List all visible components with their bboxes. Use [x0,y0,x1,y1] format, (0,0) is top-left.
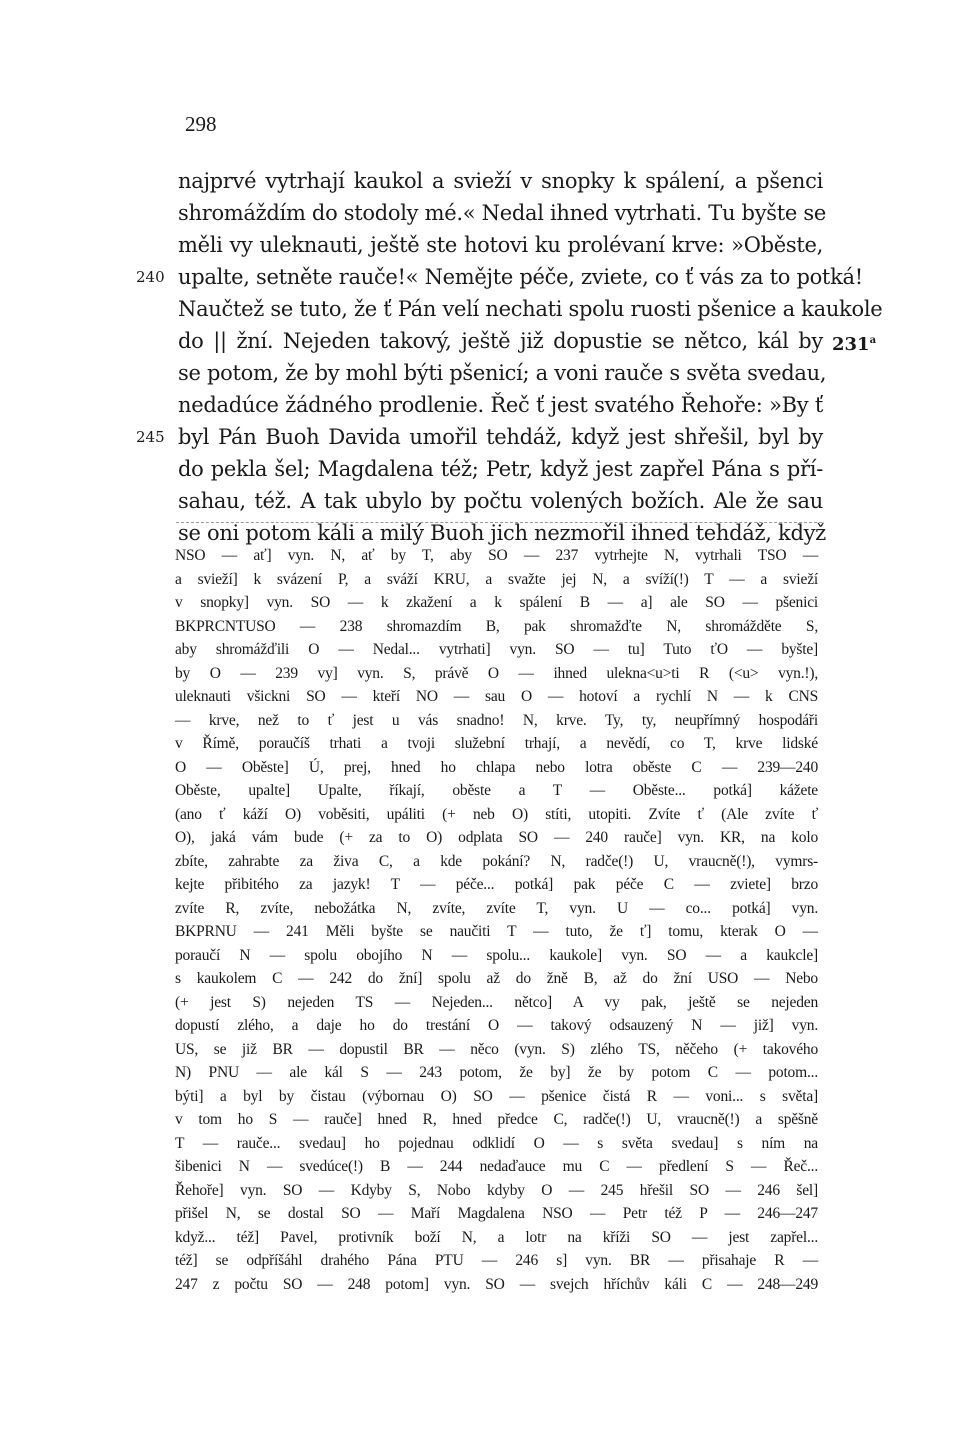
apparatus-line: v snopky] vyn. SO — k zkažení a k spálení B — a] ale SO — pšenici [175,594,818,611]
apparatus-line: zvíte R, zvíte, nebožátka N, zvíte, zvíte T, vyn. U — co... potká] vyn. [175,899,818,917]
main-text-line: se potom, že by mohl býti pšenicí; a voni rauče s světa svedau, [178,361,827,385]
main-text-line: se oni potom káli a milý Buoh jich nezmořil ihned tehdáž, když [178,521,826,545]
apparatus-line: BKPRNU — 241 Měli byšte se naučiti T — tuto, že ť] tomu, kterak O — [175,923,818,940]
margin-folio-number: 231 [832,334,870,355]
margin-folio-note [832,325,876,361]
apparatus-line: též] se odpříšáhl drahého Pána PTU — 246 s] vyn. BR — přisahaje R — [175,1252,818,1269]
line-number: 240 [136,268,165,286]
apparatus-line: aby shromážďili O — Nedal... vytrhati] vyn. SO — tu] Tuto ťO — byšte] [175,641,818,658]
apparatus-line: dopustí zlého, a daje ho do trestání O — takový odsauzený N — již] vyn. [175,1017,818,1034]
apparatus-line: N) PNU — ale kál S — 243 potom, že by] že by potom C — potom... [175,1064,818,1081]
main-text-line: měli vy uleknauti, ještě ste hotovi ku prolévaní krve: »Oběste, [178,233,823,257]
main-text-line: upalte, setněte rauče!« Nemějte péče, zviete, co ť vás za to potká! [178,265,863,289]
apparatus-line: US, se již BR — dopustil BR — něco (vyn. S) zlého TS, něčeho (+ takového [175,1040,818,1058]
main-text-line: sahau, též. A tak ubylo by počtu volených božích. Ale že sau [178,489,823,513]
apparatus-line: kejte přibitého za jazyk! T — péče... potká] pak péče C — zviete] brzo [175,876,818,893]
separator-line [176,522,822,523]
apparatus-line: šibenici N — svedúce(!) B — 244 nedaďauce mu C — předlení S — Řeč... [175,1158,818,1175]
apparatus-line: s kaukolem C — 242 do žní] spolu až do žně B, až do žní USO — Nebo [175,970,818,987]
apparatus-line: když... též] Pavel, protivník boží N, a lotr na kříži SO — jest zapřel... [175,1228,818,1246]
line-number: 245 [136,428,165,446]
apparatus-line: T — rauče... svedau] ho pojednau odklidí O — s světa svedau] s ním na [175,1134,818,1152]
apparatus-line: v Římě, poraučíš trhati a tvoji služební trhají, a nevědí, co T, krve lidské [175,735,818,752]
apparatus-line: poraučí N — spolu obojího N — spolu... kaukole] vyn. SO — a kaukcle] [175,946,818,964]
apparatus-line: O), jaká vám bude (+ za to O) odplata SO — 240 rauče] vyn. KR, na kolo [175,829,818,846]
main-text-line: najprvé vytrhají kaukol a svieží v snopky k spálení, a pšenci [178,169,823,193]
main-text-line: nedadúce žádného prodlenie. Řeč ť jest svatého Řehoře: »By ť [178,393,823,417]
apparatus-line: (+ jest S) nejeden TS — Nejeden... nětco] A vy pak, ještě se nejeden [175,993,818,1011]
apparatus-line: Řehoře] vyn. SO — Kdyby S, Nobo kdyby O — 245 hřešil SO — 246 šel] [175,1181,818,1199]
main-text-line: Naučtež se tuto, že ť Pán velí nechati spolu ruosti pšenice a kaukole [178,297,883,321]
apparatus-line: — krve, než to ť jest u vás snadno! N, krve. Ty, ty, neupřímný hospodáři [175,711,818,729]
main-text-line: byl Pán Buoh Davida umořil tehdáž, když jest shřešil, byl by [178,425,823,449]
margin-folio-side: a [869,335,877,346]
apparatus-line: a svieží] k svázení P, a sváží KRU, a svažte jej N, a svíží(!) T — a svieží [175,570,818,588]
apparatus-line: NSO — ať] vyn. N, ať by T, aby SO — 237 vytrhejte N, vytrhali TSO — [175,547,818,564]
page-number: 298 [185,112,217,136]
main-text-line: do pekla šel; Magdalena též; Petr, když jest zapřel Pána s pří- [178,457,823,481]
apparatus-line: býti] a byl by čistau (výbornau O) SO — pšenice čistá R — voni... s světa] [175,1087,818,1105]
apparatus-line: BKPRCNTUSO — 238 shromazdím B, pak shromažďte N, shromážděte S, [175,617,818,635]
apparatus-line: uleknauti všickni SO — kteří NO — sau O — hotoví a rychlí N — k CNS [175,688,818,705]
apparatus-line: přišel N, se dostal SO — Maří Magdalena NSO — Petr též P — 246—247 [175,1205,818,1222]
main-text-line: do || žní. Nejeden takový, ještě již dopustie se nětco, kál by [178,329,823,353]
main-text-line: shromáždím do stodoly mé.« Nedal ihned vytrhati. Tu byšte se [178,201,826,225]
apparatus-line: v tom ho S — rauče] hned R, hned předce C, radče(!) U, vraucně(!) a spěšně [175,1111,818,1128]
apparatus-line: (ano ť káží O) voběsiti, upáliti (+ neb O) stíti, utopiti. Zvíte ť (Ale zvíte ť [175,805,818,823]
apparatus-line: O — Oběste] Ú, prej, hned ho chlapa nebo lotra oběste C — 239—240 [175,758,818,776]
apparatus-line: zbíte, zahrabte za živa C, a kde pokání? N, radče(!) U, vraucně(!), vymrs- [175,852,818,870]
apparatus-line: Oběste, upalte] Upalte, říkají, oběste a T — Oběste... potká] kážete [175,782,818,799]
apparatus-line: by O — 239 vy] vyn. S, právě O — ihned ulekna<u>ti R (<u> vyn.!), [175,664,818,682]
apparatus-line: 247 z počtu SO — 248 potom] vyn. SO — svejch hříchův káli C — 248—249 [175,1275,818,1293]
